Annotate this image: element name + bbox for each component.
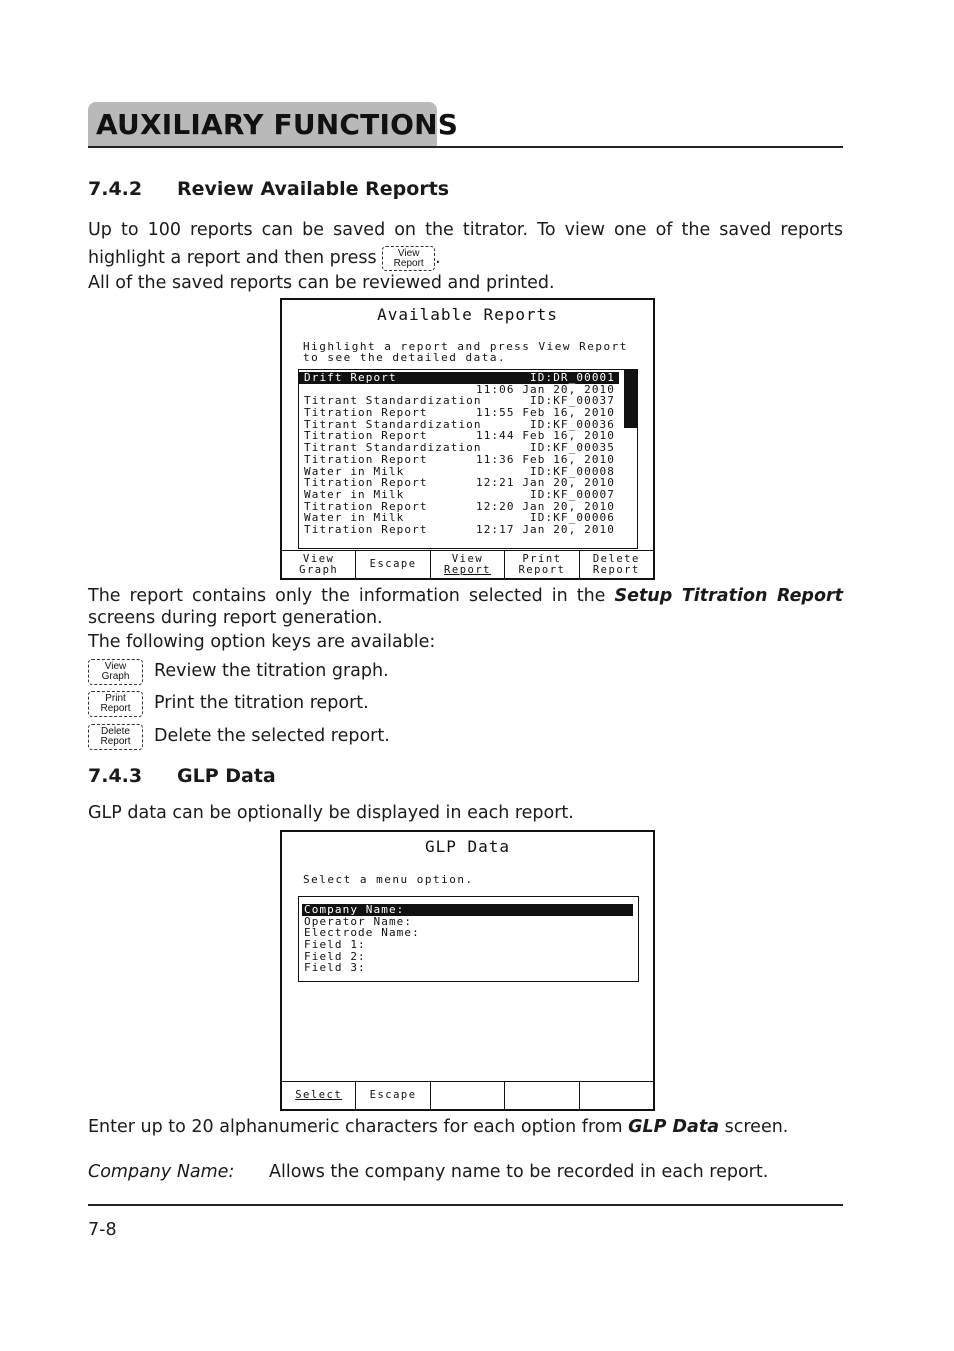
key-line-1: Delete <box>101 726 130 737</box>
report-name: Titration Report <box>304 406 428 420</box>
report-name: Titrant Standardization <box>304 441 482 455</box>
softkey-bar <box>282 550 653 578</box>
intro-text: Up to 100 reports can be saved on the titrator. To view one of the saved reports highlight a report and then press <box>88 220 843 268</box>
report-detail: 12:20 Jan 20, 2010 <box>475 499 615 513</box>
report-name: Water in Milk <box>304 464 405 478</box>
section-title: GLP Data <box>177 765 276 787</box>
report-name: Titration Report <box>304 499 428 513</box>
softkey-label-line-1: Escape <box>369 558 417 570</box>
report-detail: ID:KF_00035 <box>530 441 615 455</box>
print-report-key-icon <box>88 691 143 717</box>
softkey-select[interactable] <box>282 1082 356 1109</box>
section-title: Review Available Reports <box>177 178 450 200</box>
softkey-escape[interactable] <box>356 551 430 578</box>
section-number: 7.4.2 <box>88 178 143 200</box>
view-report-key-icon <box>382 246 435 271</box>
glp-data-ref: GLP Data <box>628 1117 720 1137</box>
key-line-1: View <box>104 661 127 672</box>
glp-menu-item[interactable]: Company Name: <box>302 904 633 916</box>
key-line-2: Report <box>100 703 131 714</box>
report-detail: ID:DR_00001 <box>530 371 615 384</box>
softkey-label-line-1: Print <box>522 552 562 565</box>
softkey-label-line-1: View <box>451 552 484 565</box>
section-number: 7.4.3 <box>88 765 143 787</box>
softkey-view-graph[interactable] <box>282 551 356 578</box>
footer-divider <box>88 1204 843 1206</box>
softkey-view-report[interactable] <box>431 551 505 578</box>
glp-menu-item[interactable]: Field 3: <box>304 961 366 975</box>
screen-instruction-line-1: Highlight a report and press View Report <box>303 340 628 353</box>
screen-instruction: Select a menu option. <box>303 873 474 886</box>
glp-entry-note <box>88 1116 788 1138</box>
glp-data-screen <box>280 830 655 1111</box>
report-name: Titrant Standardization <box>304 394 482 408</box>
key-line-2: Graph <box>101 671 130 682</box>
report-detail: 11:06 Jan 20, 2010 <box>475 382 615 396</box>
report-list-item[interactable] <box>299 524 619 536</box>
section-heading-7-4-2 <box>88 178 449 200</box>
chapter-title: AUXILIARY FUNCTIONS <box>96 108 459 141</box>
report-detail: ID:KF_00006 <box>530 511 615 525</box>
glp-menu-item[interactable]: Operator Name: <box>304 914 413 928</box>
report-name: Drift Report <box>304 371 397 384</box>
softkey-escape[interactable] <box>356 1082 430 1109</box>
key-line-1: Print <box>105 693 126 704</box>
report-detail: 12:21 Jan 20, 2010 <box>475 476 615 490</box>
header-divider <box>88 146 843 148</box>
softkey-blank[interactable] <box>505 1082 579 1109</box>
definition-term: Company Name: <box>88 1162 235 1182</box>
option-key-description: Delete the selected report. <box>154 726 390 746</box>
list-scrollbar[interactable] <box>624 370 637 428</box>
softkey-label-line-2: Report <box>444 563 491 576</box>
softkey-bar <box>282 1081 653 1109</box>
saved-reports-note: All of the saved reports can be reviewed and printed. <box>88 273 555 293</box>
softkey-print-report[interactable] <box>505 551 579 578</box>
note-text-end: screen. <box>724 1117 789 1137</box>
softkey-blank[interactable] <box>580 1082 653 1109</box>
report-name: Water in Milk <box>304 487 405 501</box>
report-detail: 11:36 Feb 16, 2010 <box>475 452 615 466</box>
glp-menu-list[interactable] <box>298 896 639 982</box>
setup-titration-report-ref: Setup Titration Report <box>614 586 843 606</box>
screen-instruction-line-2: to see the detailed data. <box>303 351 507 364</box>
report-list-item[interactable] <box>299 372 619 384</box>
softkey-label-line-1: Escape <box>369 1089 417 1101</box>
report-detail: ID:KF_00036 <box>530 417 615 431</box>
company-name-definition <box>88 1161 234 1183</box>
softkey-label-line-1: View <box>303 552 335 565</box>
report-name: Titration Report <box>304 452 428 466</box>
softkey-label-line-1: Select <box>295 1089 343 1101</box>
intro-end: . <box>435 248 441 268</box>
softkey-label-line-2: Report <box>592 563 640 576</box>
report-detail: 11:55 Feb 16, 2010 <box>475 406 615 420</box>
softkey-label-line-2: Graph <box>299 563 339 576</box>
report-name: Titration Report <box>304 429 428 443</box>
report-name: Water in Milk <box>304 511 405 525</box>
reports-list[interactable] <box>298 369 638 549</box>
report-detail: ID:KF_00007 <box>530 487 615 501</box>
report-detail: 11:44 Feb 16, 2010 <box>475 429 615 443</box>
key-line-2: Report <box>100 736 131 747</box>
report-contents-note <box>88 585 843 629</box>
key-line-1: View <box>397 247 420 259</box>
report-name: Titrant Standardization <box>304 417 482 431</box>
page-number: 7-8 <box>88 1220 117 1240</box>
report-name: Titration Report <box>304 476 428 490</box>
screen-title: Available Reports <box>377 305 558 324</box>
glp-menu-item[interactable]: Field 1: <box>304 938 366 952</box>
note-text: Enter up to 20 alphanumeric characters for each option from <box>88 1117 623 1137</box>
section-heading-7-4-3 <box>88 765 276 787</box>
option-key-description: Print the titration report. <box>154 693 369 713</box>
section-intro <box>88 216 843 272</box>
softkey-label-line-2: Report <box>518 563 566 576</box>
available-reports-screen <box>280 298 655 580</box>
glp-menu-item[interactable]: Electrode Name: <box>304 926 420 940</box>
option-key-description: Review the titration graph. <box>154 661 389 681</box>
screen-title: GLP Data <box>424 837 511 856</box>
report-detail: ID:KF_00037 <box>530 394 615 408</box>
option-keys-intro: The following option keys are available: <box>88 632 436 652</box>
softkey-blank[interactable] <box>431 1082 505 1109</box>
report-name: Titration Report <box>304 522 428 536</box>
glp-intro: GLP data can be optionally be displayed in each report. <box>88 803 574 823</box>
report-detail: 12:17 Jan 20, 2010 <box>475 522 615 536</box>
report-detail: ID:KF_00008 <box>530 464 615 478</box>
delete-report-key-icon <box>88 724 143 750</box>
softkey-delete-report[interactable] <box>580 551 653 578</box>
glp-menu-item[interactable]: Field 2: <box>304 949 366 963</box>
key-line-2: Report <box>393 257 424 269</box>
company-name-description: Allows the company name to be recorded in each report. <box>269 1162 769 1182</box>
view-graph-key-icon <box>88 659 143 685</box>
softkey-label-line-1: Delete <box>592 552 640 565</box>
note-text: The report contains only the information selected in the <box>88 586 606 606</box>
note-text-end: screens during report generation. <box>88 608 383 628</box>
